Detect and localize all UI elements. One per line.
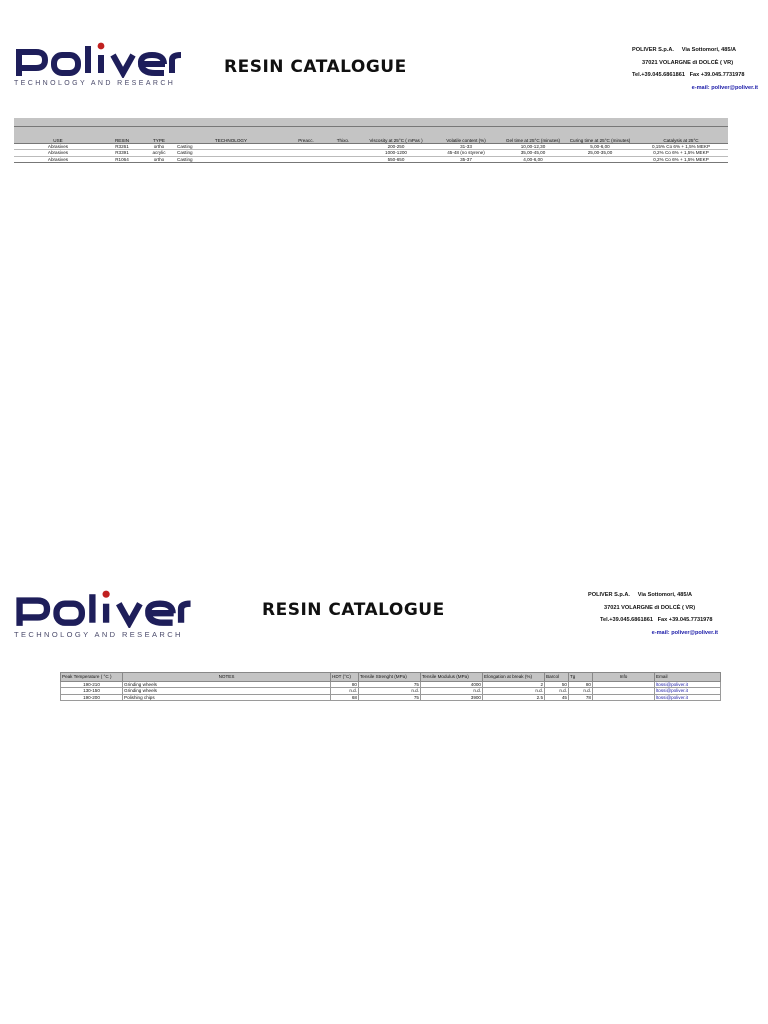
resin-cell: R3261 [102, 144, 142, 150]
col-viscosity: Viscosity at 25°C ( mPas ) [360, 127, 432, 144]
catalysis-cell: 0,2% Co 6% + 1,5% MEKP [634, 150, 728, 156]
viscosity-cell: 550-650 [360, 156, 432, 162]
col-notes: NOTES [123, 673, 331, 682]
curing-time-cell: 25,00-35,00 [566, 150, 634, 156]
barcol-cell: 45 [545, 694, 569, 700]
company-fax-2: Fax +39.045.7731978 [657, 617, 713, 623]
properties-table-row [61, 694, 721, 700]
company-city: 37021 VOLARGNE di DOLCÈ ( VR) [642, 59, 734, 66]
col-type: TYPE [142, 127, 176, 144]
elongation-cell: 2 [483, 682, 545, 688]
col-gel-time: Gel time at 25°C (minutes) [500, 127, 566, 144]
col-tensile-strength: Tensile Strenght (MPa) [359, 673, 421, 682]
peak-temperature-cell: 190-200 [61, 694, 123, 700]
company-phone-2: Tel.+39.045.6861861 [600, 617, 653, 623]
properties-table-header [61, 673, 721, 682]
email-cell[interactable]: ltossi@poliver.it [655, 682, 721, 688]
peak-temperature-cell: 130-150 [61, 688, 123, 694]
resin-cell: R3391 [102, 150, 142, 156]
company-name: POLIVER S.p.A. [632, 47, 674, 53]
gel-time-cell: 35,00-45,00 [500, 150, 566, 156]
tensile-strength-cell: 75 [359, 694, 421, 700]
gel-time-cell: 4,00-6,00 [500, 156, 566, 162]
info-cell [593, 694, 655, 700]
company-email-link[interactable]: e-mail: poliver@poliver.it [691, 84, 758, 91]
tensile-modulus-cell: 3900 [421, 694, 483, 700]
col-email: Email [655, 673, 721, 682]
elongation-cell: 2.5 [483, 694, 545, 700]
company-street-2: Via Sottomori, 485/A [637, 592, 693, 598]
company-fax: Fax +39.045.7731978 [689, 72, 745, 78]
volatile-cell: 45-48 (no styrene) [432, 150, 500, 156]
col-catalysis: Catalysis at 25°C [634, 127, 728, 144]
logo-tagline: TECHNOLOGY AND RESEARCH [14, 80, 176, 87]
catalogue-title-2: RESIN CATALOGUE [262, 600, 445, 620]
col-hdt: HDT (°C) [331, 673, 359, 682]
tensile-strength-cell: n.d. [359, 688, 421, 694]
resin-cell: R1064 [102, 156, 142, 162]
logo-tagline-2: TECHNOLOGY AND RESEARCH [14, 630, 183, 639]
notes-cell: Grinding wheels [123, 688, 331, 694]
technology-cell: Casting [176, 144, 286, 150]
poliver-logo-2 [14, 590, 194, 639]
logo-dot-icon-2 [103, 591, 110, 598]
elongation-cell: n.d. [483, 688, 545, 694]
volatile-cell: 35-37 [432, 156, 500, 162]
resin-properties-table [60, 672, 721, 701]
curing-time-cell: 5,00-6,00 [566, 144, 634, 150]
col-peak-temperature: Peak Temperature ( °C ) [61, 673, 123, 682]
company-city-2: 37021 VOLARGNE di DOLCÈ ( VR) [604, 604, 696, 611]
tensile-modulus-cell: 4000 [421, 682, 483, 688]
peak-temperature-cell: 190-210 [61, 682, 123, 688]
notes-cell: Grinding wheels [123, 682, 331, 688]
type-cell: ortho [142, 156, 176, 162]
use-cell: Abrasives [14, 150, 102, 156]
catalysis-cell: 0,15% Co 6% + 1,5% MEKP [634, 144, 728, 150]
gel-time-cell: 10,00-12,30 [500, 144, 566, 150]
type-cell: acrylic [142, 150, 176, 156]
company-name-2: POLIVER S.p.A. [588, 592, 630, 598]
volatile-cell: 31-33 [432, 144, 500, 150]
col-technology: TECHNOLOGY [176, 127, 286, 144]
col-curing-time: Curing time at 25°C (minutes) [566, 127, 634, 144]
viscosity-cell: 1000-1200 [360, 150, 432, 156]
col-elongation: Elongation at break (%) [483, 673, 545, 682]
company-phone: Tel.+39.045.6861861 [632, 72, 685, 78]
viscosity-cell: 200-250 [360, 144, 432, 150]
tg-cell: n.d. [569, 688, 593, 694]
col-barcol: Barcol [545, 673, 569, 682]
barcol-cell: n.d. [545, 688, 569, 694]
company-address-block-2 [588, 589, 718, 639]
poliver-logo-wordmark-2 [14, 590, 194, 628]
col-tg: Tg [569, 673, 593, 682]
hdt-cell: 80 [331, 682, 359, 688]
tensile-strength-cell: 75 [359, 682, 421, 688]
technology-cell: Casting [176, 156, 286, 162]
col-tensile-modulus: Tensile Modulus (MPa) [421, 673, 483, 682]
tensile-modulus-cell: n.d. [421, 688, 483, 694]
company-email-link-2[interactable]: e-mail: poliver@poliver.it [651, 629, 718, 636]
col-thixo: Thixo. [326, 127, 360, 144]
col-use: USE [14, 127, 102, 144]
notes-cell: Polishing chips [123, 694, 331, 700]
hdt-cell: n.d. [331, 688, 359, 694]
col-volatile: Volatile content (%) [432, 127, 500, 144]
type-cell: ortho [142, 144, 176, 150]
catalysis-cell: 0,2% Co 6% + 1,5% MEKP [634, 156, 728, 162]
hdt-cell: 68 [331, 694, 359, 700]
barcol-cell: 50 [545, 682, 569, 688]
col-resin: RESIN [102, 127, 142, 144]
col-info: Info [593, 673, 655, 682]
email-cell[interactable]: ltossi@poliver.it [655, 688, 721, 694]
properties-table-body [61, 682, 721, 701]
tg-cell: 80 [569, 682, 593, 688]
tg-cell: 78 [569, 694, 593, 700]
use-cell: Abrasives [14, 156, 102, 162]
col-preacc: Preacc. [286, 127, 326, 144]
catalogue-title: RESIN CATALOGUE [224, 57, 407, 77]
use-cell: Abrasives [14, 144, 102, 150]
company-street: Via Sottomori, 485/A [681, 47, 737, 53]
technology-cell: Casting [176, 150, 286, 156]
email-cell[interactable]: ltossi@poliver.it [655, 694, 721, 700]
